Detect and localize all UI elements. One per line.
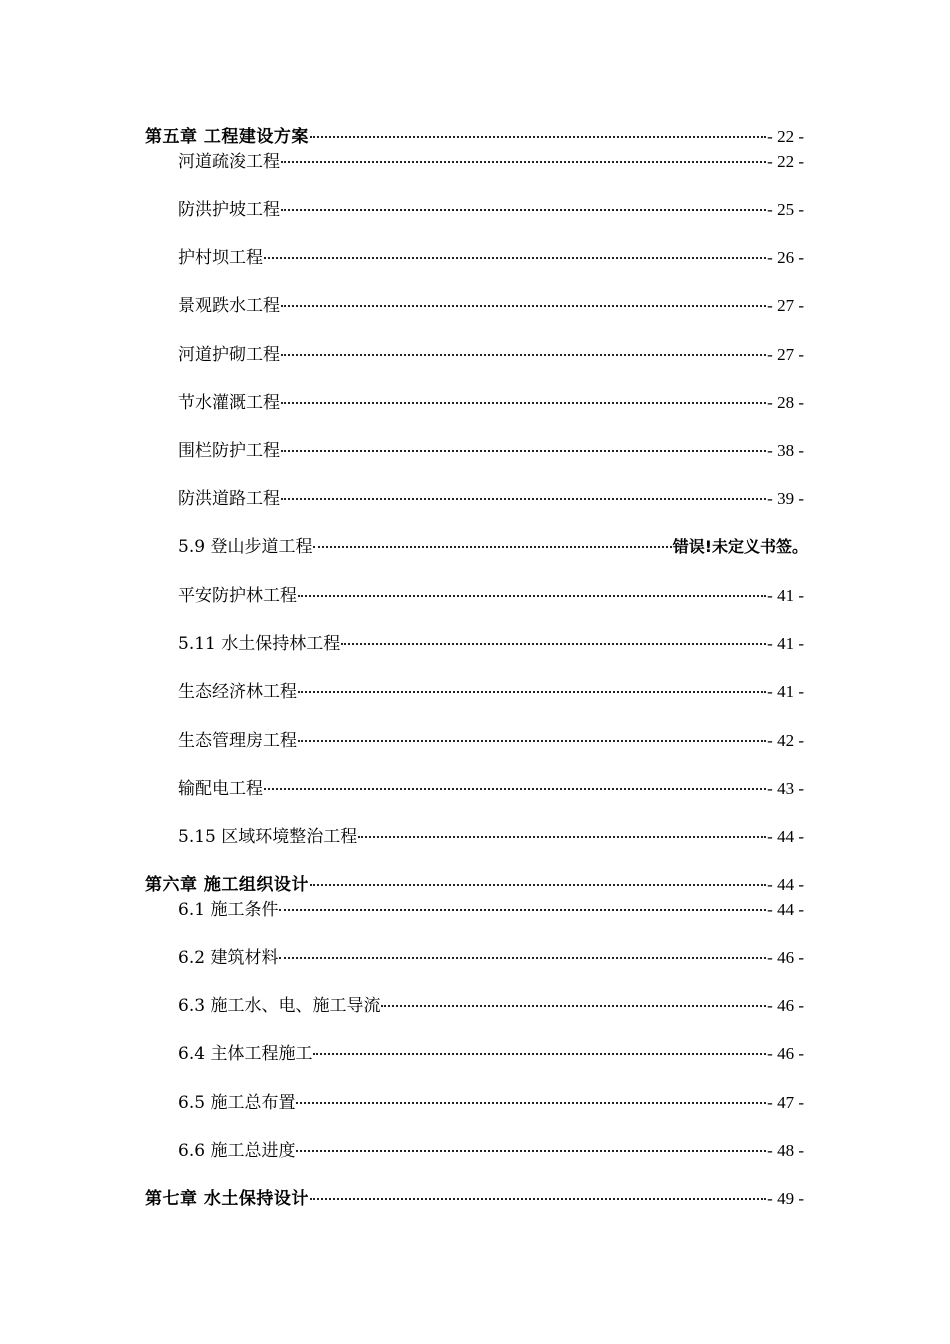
toc-dot-leader: [313, 1053, 766, 1055]
toc-page-number: - 42 -: [767, 731, 804, 750]
toc-entry[interactable]: [178, 585, 804, 607]
toc-entry[interactable]: [178, 151, 804, 173]
toc-page-number: - 22 -: [767, 152, 804, 171]
toc-entry[interactable]: [178, 1043, 804, 1065]
toc-entry-title: 河道护砌工程: [178, 345, 280, 365]
toc-page-number: - 46 -: [767, 996, 804, 1015]
toc-entry[interactable]: [178, 344, 804, 366]
toc-entry-title: 防洪道路工程: [178, 489, 280, 509]
toc-page-number: - 38 -: [767, 441, 804, 460]
toc-entry[interactable]: [178, 899, 804, 921]
toc-page-number: - 26 -: [767, 248, 804, 267]
toc-dot-leader: [310, 884, 766, 886]
toc-dot-leader: [296, 1150, 766, 1152]
toc-page-error: 错误!未定义书签。: [672, 537, 808, 556]
toc-entry-title: 5.11 水土保持林工程: [178, 634, 341, 654]
toc-entry[interactable]: [178, 392, 804, 414]
toc-page-number: - 46 -: [767, 1044, 804, 1063]
toc-page-number: - 44 -: [767, 875, 804, 894]
toc-entry[interactable]: [178, 1092, 804, 1114]
toc-entry-title: 6.6 施工总进度: [178, 1141, 296, 1161]
toc-entry-title: 节水灌溉工程: [178, 393, 280, 413]
toc-entry-title: 5.15 区域环境整治工程: [178, 827, 358, 847]
toc-entry-title: 第七章 水土保持设计: [145, 1189, 309, 1209]
toc-entry[interactable]: [178, 1140, 804, 1162]
toc-dot-leader: [298, 595, 766, 597]
toc-entry-title: 6.2 建筑材料: [178, 948, 279, 968]
toc-entry-title: 平安防护林工程: [178, 586, 297, 606]
toc-dot-leader: [281, 402, 766, 404]
toc-dot-leader: [279, 957, 766, 959]
toc-entry-title: 第五章 工程建设方案: [145, 127, 309, 147]
toc-page-number: - 25 -: [767, 200, 804, 219]
toc-entry-title: 5.9 登山步道工程: [178, 537, 313, 557]
toc-entry[interactable]: [178, 488, 804, 510]
toc-entry-title: 护村坝工程: [178, 248, 263, 268]
toc-entry[interactable]: [178, 536, 808, 558]
toc-page-number: - 41 -: [767, 586, 804, 605]
toc-entry[interactable]: [178, 730, 804, 752]
toc-chapter-6[interactable]: [145, 874, 804, 896]
toc-dot-leader: [264, 257, 766, 259]
toc-dot-leader: [281, 498, 766, 500]
toc-page-number: - 22 -: [767, 127, 804, 146]
toc-entry[interactable]: [178, 826, 804, 848]
toc-dot-leader: [310, 1198, 766, 1200]
toc-dot-leader: [381, 1005, 766, 1007]
toc-entry[interactable]: [178, 295, 804, 317]
toc-page-number: - 48 -: [767, 1141, 804, 1160]
toc-entry[interactable]: [178, 633, 804, 655]
toc-page-number: - 27 -: [767, 296, 804, 315]
toc-entry-title: 生态经济林工程: [178, 682, 297, 702]
toc-dot-leader: [310, 136, 766, 138]
toc-page-number: - 44 -: [767, 900, 804, 919]
toc-entry[interactable]: [178, 681, 804, 703]
toc-page-number: - 47 -: [767, 1093, 804, 1112]
toc-entry-title: 6.4 主体工程施工: [178, 1044, 313, 1064]
toc-entry-title: 防洪护坡工程: [178, 200, 280, 220]
toc-entry-title: 6.5 施工总布置: [178, 1093, 296, 1113]
toc-page-number: - 46 -: [767, 948, 804, 967]
toc-page-number: - 28 -: [767, 393, 804, 412]
toc-dot-leader: [298, 740, 766, 742]
toc-entry-title: 6.3 施工水、电、施工导流: [178, 996, 381, 1016]
toc-page-number: - 44 -: [767, 827, 804, 846]
toc-entry-title: 第六章 施工组织设计: [145, 875, 309, 895]
toc-entry[interactable]: [178, 947, 804, 969]
toc-dot-leader: [358, 836, 766, 838]
toc-dot-leader: [264, 788, 766, 790]
toc-dot-leader: [281, 450, 766, 452]
toc-entry-title: 景观跌水工程: [178, 296, 280, 316]
toc-page-number: - 41 -: [767, 634, 804, 653]
toc-entry-title: 6.1 施工条件: [178, 900, 279, 920]
toc-page-number: - 49 -: [767, 1189, 804, 1208]
toc-chapter-5[interactable]: [145, 126, 804, 148]
toc-page-number: - 43 -: [767, 779, 804, 798]
toc-entry-title: 生态管理房工程: [178, 731, 297, 751]
toc-page-number: - 27 -: [767, 345, 804, 364]
toc-dot-leader: [279, 909, 766, 911]
toc-entry[interactable]: [178, 778, 804, 800]
toc-entry[interactable]: [178, 440, 804, 462]
toc-page-number: - 39 -: [767, 489, 804, 508]
toc-dot-leader: [281, 209, 766, 211]
toc-entry-title: 输配电工程: [178, 779, 263, 799]
toc-dot-leader: [281, 305, 766, 307]
toc-chapter-7[interactable]: [145, 1188, 804, 1210]
toc-entry[interactable]: [178, 247, 804, 269]
toc-entry[interactable]: [178, 995, 804, 1017]
toc-entry-title: 围栏防护工程: [178, 441, 280, 461]
toc-dot-leader: [281, 354, 766, 356]
toc-dot-leader: [281, 161, 766, 163]
toc-entry[interactable]: [178, 199, 804, 221]
toc-dot-leader: [296, 1102, 766, 1104]
toc-entry-title: 河道疏浚工程: [178, 152, 280, 172]
toc-dot-leader: [298, 691, 766, 693]
toc-page-number: - 41 -: [767, 682, 804, 701]
toc-dot-leader: [341, 643, 766, 645]
toc-dot-leader: [313, 546, 671, 548]
